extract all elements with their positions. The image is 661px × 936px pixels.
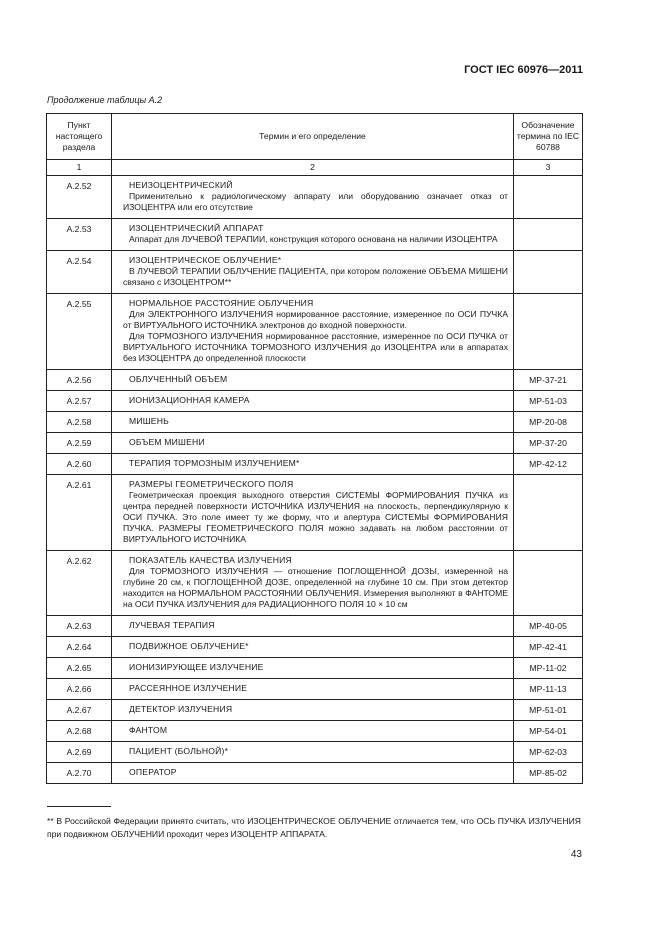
clause-number: A.2.58 (47, 412, 112, 433)
clause-number: A.2.54 (47, 251, 112, 294)
term-name: ЛУЧЕВАЯ ТЕРАПИЯ (129, 620, 215, 630)
iec-reference: MP-54-01 (514, 721, 583, 742)
table-row (47, 412, 583, 433)
column-header-clause: Пункт настоящего раздела (47, 114, 112, 160)
clause-number: A.2.56 (47, 370, 112, 391)
clause-number: A.2.65 (47, 658, 112, 679)
footnote: ** В Российской Федерации принято считать, что ИЗОЦЕНТРИЧЕСКОЕ ОБЛУЧЕНИЕ отличается тем, что ОСЬ ПУЧКА ИЗЛУЧЕНИЯ при подвижном ОБЛУЧЕНИИ проходит через ИЗОЦЕНТР АППАРАТА. (47, 816, 581, 839)
clause-number: A.2.70 (47, 763, 112, 784)
iec-reference: MP-51-01 (514, 700, 583, 721)
term-cell (112, 433, 514, 454)
term-cell (112, 763, 514, 784)
term-name: ОБЪЕМ МИШЕНИ (129, 437, 205, 447)
table-row (47, 551, 583, 616)
iec-reference: MP-51-03 (514, 391, 583, 412)
table-row (47, 176, 583, 219)
clause-number: A.2.57 (47, 391, 112, 412)
column-header-iec-ref: Обозначение термина по IEC 60788 (514, 114, 583, 160)
table-row (47, 742, 583, 763)
term-cell (112, 551, 514, 616)
table-row (47, 763, 583, 784)
iec-reference (514, 176, 583, 219)
column-number: 3 (514, 160, 583, 176)
table-row (47, 454, 583, 475)
iec-reference (514, 251, 583, 294)
column-number: 2 (112, 160, 514, 176)
table-row (47, 391, 583, 412)
iec-reference: MP-42-41 (514, 637, 583, 658)
clause-number: A.2.69 (47, 742, 112, 763)
term-name: ФАНТОМ (129, 725, 168, 735)
term-cell (112, 616, 514, 637)
document-header: ГОСТ IEC 60976—2011 (464, 64, 583, 76)
table-row (47, 616, 583, 637)
clause-number: A.2.62 (47, 551, 112, 616)
term-name: НОРМАЛЬНОЕ РАССТОЯНИЕ ОБЛУЧЕНИЯ (129, 298, 314, 308)
clause-number: A.2.60 (47, 454, 112, 475)
term-name: ДЕТЕКТОР ИЗЛУЧЕНИЯ (129, 704, 233, 714)
term-definition: Применительно к радиологическому аппарату или оборудованию означает отказ от ИЗОЦЕНТРА или его отсутствие (123, 191, 508, 212)
term-cell (112, 742, 514, 763)
clause-number: A.2.68 (47, 721, 112, 742)
term-name: ОБЛУЧЕННЫЙ ОБЪЕМ (129, 374, 228, 384)
table-row (47, 370, 583, 391)
iec-reference: MP-20-08 (514, 412, 583, 433)
term-definition: Аппарат для ЛУЧЕВОЙ ТЕРАПИИ, конструкция которого основана на наличии ИЗОЦЕНТРА (129, 234, 498, 244)
term-cell (112, 391, 514, 412)
clause-number: A.2.61 (47, 475, 112, 551)
table-row (47, 637, 583, 658)
term-name: ПОДВИЖНОЕ ОБЛУЧЕНИЕ* (129, 641, 249, 651)
term-name: МИШЕНЬ (129, 416, 169, 426)
term-name: НЕИЗОЦЕНТРИЧЕСКИЙ (129, 180, 233, 190)
term-cell (112, 251, 514, 294)
table-row (47, 219, 583, 251)
term-definition: Геометрическая проекция выходного отверстия СИСТЕМЫ ФОРМИРОВАНИЯ ПУЧКА из центра передней поверхности ИСТОЧНИКА ИЗЛУЧЕНИЯ на плоскость, перпендикулярную к ОСИ ПУЧКА. Это поле имеет ту же форму, что и апертура СИСТЕМЫ ФОРМИРОВАНИЯ ПУЧКА. РАЗМЕРЫ ГЕОМЕТРИЧЕСКОГО ПОЛЯ можно задавать на любом расстоянии от ВИРТУАЛЬНОГО ИСТОЧНИКА (123, 490, 508, 544)
iec-reference: MP-40-05 (514, 616, 583, 637)
page-number: 43 (570, 849, 582, 860)
iec-reference (514, 551, 583, 616)
term-cell (112, 658, 514, 679)
term-name: ПАЦИЕНТ (БОЛЬНОЙ)* (129, 746, 229, 756)
iec-reference: MP-85-02 (514, 763, 583, 784)
term-name: ИЗОЦЕНТРИЧЕСКОЕ ОБЛУЧЕНИЕ* (129, 255, 282, 265)
table-row (47, 700, 583, 721)
term-definition: Для ТОРМОЗНОГО ИЗЛУЧЕНИЯ — отношение ПОГЛОЩЕННОЙ ДОЗЫ, измеренной на глубине 20 см, к ПОГЛОЩЕННОЙ ДОЗЕ, определенной на глубине 10 см. При этом детектор находится на НОРМАЛЬНОМ РАССТОЯНИИ ОБЛУЧЕНИЯ. Измерения выполняют в ФАНТОМЕ на ОСИ ПУЧКА ИЗЛУЧЕНИЯ для РАДИАЦИОННОГО ПОЛЯ 10 × 10 см (123, 566, 508, 609)
term-cell (112, 637, 514, 658)
terms-table (46, 113, 583, 784)
term-name: ИОНИЗАЦИОННАЯ КАМЕРА (129, 395, 250, 405)
term-cell (112, 370, 514, 391)
table-row (47, 251, 583, 294)
clause-number: A.2.63 (47, 616, 112, 637)
table-row (47, 294, 583, 370)
table-row (47, 475, 583, 551)
term-name: РАССЕЯННОЕ ИЗЛУЧЕНИЕ (129, 683, 248, 693)
table-caption: Продолжение таблицы А.2 (47, 95, 163, 105)
term-name: ТЕРАПИЯ ТОРМОЗНЫМ ИЗЛУЧЕНИЕМ* (129, 458, 300, 468)
iec-reference: MP-37-20 (514, 433, 583, 454)
clause-number: A.2.64 (47, 637, 112, 658)
footnote-separator (47, 806, 111, 807)
term-definition: Для ЭЛЕКТРОННОГО ИЗЛУЧЕНИЯ нормированное расстояние, измеренное по ОСИ ПУЧКА от ВИРТУАЛЬНОГО ИСТОЧНИКА электронов до входной поверхности. (123, 309, 508, 330)
iec-reference (514, 219, 583, 251)
term-cell (112, 721, 514, 742)
iec-reference: MP-11-02 (514, 658, 583, 679)
term-cell (112, 700, 514, 721)
clause-number: A.2.59 (47, 433, 112, 454)
term-definition: Для ТОРМОЗНОГО ИЗЛУЧЕНИЯ нормированное расстояние, измеренное по ОСИ ПУЧКА от ВИРТУАЛЬНОГО ИСТОЧНИКА ТОРМОЗНОГО ИЗЛУЧЕНИЯ до ИЗОЦЕНТРА или в аппаратах без ИЗОЦЕНТРА до определенной плоскости (123, 331, 508, 363)
iec-reference: MP-62-03 (514, 742, 583, 763)
column-header-term: Термин и его определение (112, 114, 514, 160)
term-cell (112, 412, 514, 433)
term-definition: В ЛУЧЕВОЙ ТЕРАПИИ ОБЛУЧЕНИЕ ПАЦИЕНТА, при котором положение ОБЪЕМА МИШЕНИ связано с ИЗОЦЕНТРОМ** (123, 266, 508, 287)
term-cell (112, 679, 514, 700)
table-row (47, 721, 583, 742)
table-row (47, 433, 583, 454)
iec-reference: MP-42-12 (514, 454, 583, 475)
term-cell (112, 454, 514, 475)
term-name: ПОКАЗАТЕЛЬ КАЧЕСТВА ИЗЛУЧЕНИЯ (129, 555, 292, 565)
iec-reference: MP-11-13 (514, 679, 583, 700)
clause-number: A.2.55 (47, 294, 112, 370)
clause-number: A.2.52 (47, 176, 112, 219)
clause-number: A.2.67 (47, 700, 112, 721)
term-cell (112, 176, 514, 219)
iec-reference: MP-37-21 (514, 370, 583, 391)
term-cell (112, 475, 514, 551)
term-name: ИОНИЗИРУЮЩЕЕ ИЗЛУЧЕНИЕ (129, 662, 264, 672)
iec-reference (514, 294, 583, 370)
clause-number: A.2.53 (47, 219, 112, 251)
term-name: ОПЕРАТОР (129, 767, 177, 777)
iec-reference (514, 475, 583, 551)
term-name: ИЗОЦЕНТРИЧЕСКИЙ АППАРАТ (129, 223, 264, 233)
term-name: РАЗМЕРЫ ГЕОМЕТРИЧЕСКОГО ПОЛЯ (129, 479, 294, 489)
term-cell (112, 294, 514, 370)
clause-number: A.2.66 (47, 679, 112, 700)
table-row (47, 679, 583, 700)
column-number: 1 (47, 160, 112, 176)
table-row (47, 658, 583, 679)
term-cell (112, 219, 514, 251)
